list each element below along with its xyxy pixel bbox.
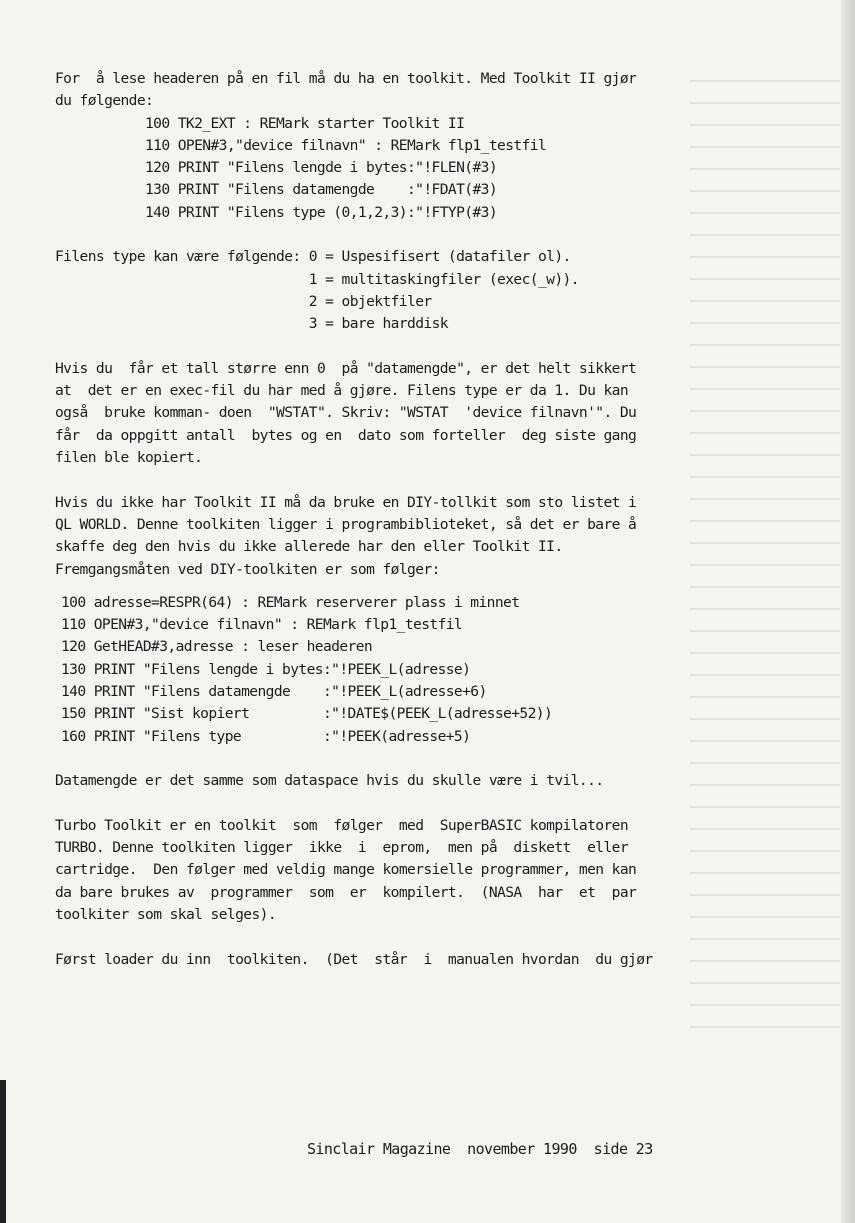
text-line: du følgende:	[55, 92, 154, 110]
text-line: Hvis du får et tall større enn 0 på "datamengde", er det helt sikkert	[55, 359, 637, 377]
text-line: Fremgangsmåten ved DIY-toolkiten er som følger:	[55, 560, 440, 578]
text-line: toolkiter som skal selges).	[55, 905, 277, 923]
text-line: Filens type kan være følgende: 0 = Uspesifisert (datafiler ol).	[55, 248, 571, 266]
text-line: 2 = objektfiler	[55, 292, 432, 310]
code-line: 120 PRINT "Filens lengde i bytes:"!FLEN(#3)	[145, 159, 498, 177]
text-line: at det er en exec-fil du har med å gjøre. Filens type er da 1. Du kan	[55, 382, 629, 400]
text-line: får da oppgitt antall bytes og en dato som forteller deg siste gang	[55, 426, 637, 444]
page-edge	[841, 0, 855, 1223]
code-line: 130 PRINT "Filens datamengde :"!FDAT(#3)	[145, 181, 498, 199]
code-line: 100 TK2_EXT : REMark starter Toolkit II	[145, 114, 465, 132]
text-line: Datamengde er det samme som dataspace hvis du skulle være i tvil...	[55, 772, 604, 790]
paragraph-loading	[55, 949, 695, 971]
text-line: Hvis du ikke har Toolkit II må da bruke en DIY-tollkit som sto listet i	[55, 493, 637, 511]
bleed-through-texture	[690, 80, 840, 1030]
code-listing-toolkit2	[55, 113, 695, 224]
code-listing-diy	[55, 592, 695, 748]
code-line: 150 PRINT "Sist kopiert :"!DATE$(PEEK_L(adresse+52))	[61, 705, 553, 723]
text-line: TURBO. Denne toolkiten ligger ikke i eprom, men på diskett eller	[55, 839, 629, 857]
code-line: 110 OPEN#3,"device filnavn" : REMark flp1_testfil	[61, 616, 463, 634]
page-footer: Sinclair Magazine november 1990 side 23	[307, 1140, 653, 1158]
text-line: skaffe deg den hvis du ikke allerede har den eller Toolkit II.	[55, 538, 563, 556]
code-line: 130 PRINT "Filens lengde i bytes:"!PEEK_L(adresse)	[61, 660, 471, 678]
text-line: 1 = multitaskingfiler (exec(_w)).	[55, 270, 579, 288]
paragraph-turbo-toolkit	[55, 815, 695, 926]
text-line: 3 = bare harddisk	[55, 315, 448, 333]
text-line: filen ble kopiert.	[55, 449, 203, 467]
paragraph-intro	[55, 68, 695, 113]
code-line: 140 PRINT "Filens type (0,1,2,3):"!FTYP(#3)	[145, 203, 498, 221]
paragraph-datamengde	[55, 358, 695, 469]
code-line: 110 OPEN#3,"device filnavn" : REMark flp1_testfil	[145, 136, 547, 154]
paragraph-dataspace	[55, 770, 695, 792]
text-line: da bare brukes av programmer som er kompilert. (NASA har et par	[55, 883, 637, 901]
text-line: For å lese headeren på en fil må du ha en toolkit. Med Toolkit II gjør	[55, 70, 637, 87]
code-line: 120 GetHEAD#3,adresse : leser headeren	[61, 638, 373, 656]
code-line: 160 PRINT "Filens type :"!PEEK(adresse+5)	[61, 727, 471, 745]
text-line: Først loader du inn toolkiten. (Det står i manualen hvordan du gjør	[55, 950, 653, 968]
code-line: 100 adresse=RESPR(64) : REMark reserverer plass i minnet	[61, 593, 520, 611]
text-line: cartridge. Den følger med veldig mange komersielle programmer, men kan	[55, 861, 637, 879]
text-line: Turbo Toolkit er en toolkit som følger med SuperBASIC kompilatoren	[55, 816, 629, 834]
text-line: QL WORLD. Denne toolkiten ligger i programbiblioteket, så det er bare å	[55, 515, 637, 533]
file-type-list	[55, 246, 695, 335]
paragraph-diy-toolkit	[55, 492, 695, 581]
article-body	[55, 68, 695, 971]
code-line: 140 PRINT "Filens datamengde :"!PEEK_L(adresse+6)	[61, 683, 487, 701]
text-line: også bruke komman- doen "WSTAT". Skriv: "WSTAT 'device filnavn'". Du	[55, 404, 637, 422]
page-edge-shadow	[0, 1080, 6, 1223]
